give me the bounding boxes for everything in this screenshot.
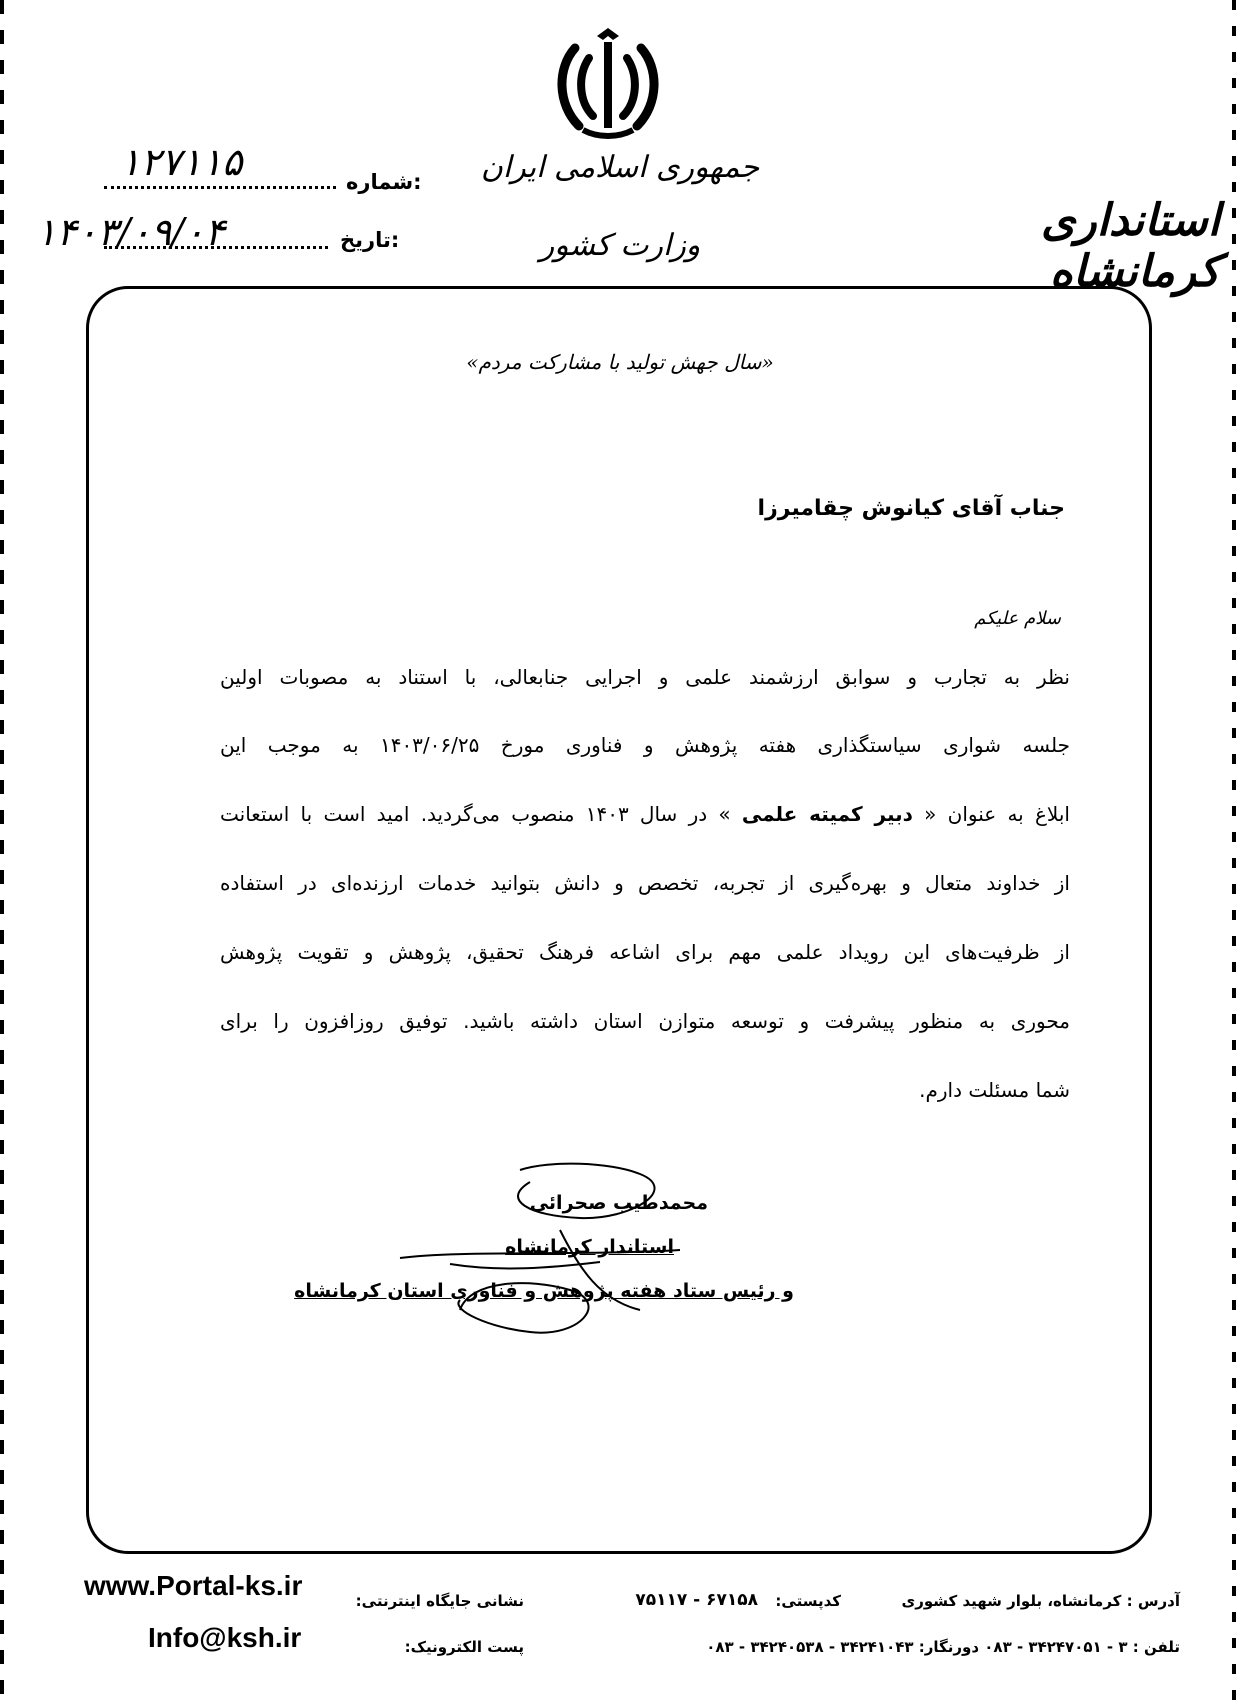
body-line: محوری به منظور پیشرفت و توسعه متوازن استان داشته باشید. توفیق روزافزون را برای <box>220 1009 1070 1033</box>
body-line: از ظرفیت‌های این رویداد علمی مهم برای اشاعه فرهنگ تحقیق، پژوهش و تقویت پژوهش <box>220 940 1070 964</box>
scan-edge-left <box>0 0 4 1705</box>
footer-email[interactable]: Info@ksh.ir <box>148 1622 302 1653</box>
footer-website-label: نشانی جایگاه اینترنتی: <box>355 1592 524 1610</box>
footer-phone: تلفن : ۳ - ۳۴۲۴۷۰۵۱ - ۰۸۳ دورنگار: ۳۴۲۴۱۰۴۳ - ۳۴۲۴۰۵۳۸ - ۰۸۳ <box>706 1638 1180 1656</box>
footer-email-label: پست الکترونیک: <box>404 1638 524 1656</box>
footer-address: آدرس : کرمانشاه، بلوار شهید کشوری <box>901 1592 1180 1610</box>
letter-frame <box>86 286 1152 1554</box>
footer-postal-value: ۶۷۱۵۸ - ۷۵۱۱۷ <box>635 1590 758 1610</box>
body-text: ابلاغ به عنوان « <box>912 802 1070 826</box>
body-line <box>220 802 1070 826</box>
committee-title: دبیر کمیته علمی <box>741 802 913 826</box>
footer-website[interactable]: www.Portal-ks.ir <box>84 1570 303 1601</box>
signer-title: استاندار کرمانشاه <box>505 1236 674 1258</box>
signer-role: و رئیس ستاد هفته پژوهش و فناوری استان کرمانشاه <box>294 1280 794 1302</box>
number-label: شماره: <box>346 170 422 194</box>
date-label: تاریخ: <box>340 228 400 252</box>
body-line: نظر به تجارب و سوابق ارزشمند علمی و اجرایی جنابعالی، با استناد به مصوبات اولین <box>220 665 1070 689</box>
year-slogan: «سال جهش تولید با مشارکت مردم» <box>466 350 774 374</box>
footer-postal-label: کدپستی: <box>775 1592 841 1610</box>
body-text: » در سال ۱۴۰۳ منصوب می‌گردید. امید است با استعانت <box>220 802 742 826</box>
number-dotted-line <box>104 186 336 189</box>
iran-emblem-icon <box>553 28 663 140</box>
body-line: شما مسئلت دارم. <box>919 1078 1070 1102</box>
recipient: جناب آقای کیانوش چقامیرزا <box>757 496 1065 521</box>
greeting: سلام علیکم <box>974 608 1061 629</box>
scan-edge-right <box>1232 0 1236 1705</box>
ministry-heading: وزارت کشور <box>539 228 701 263</box>
body-line: از خداوند متعال و بهره‌گیری از تجربه، تخصص و دانش بتوانید خدمات ارزنده‌ای در استفاده <box>220 871 1070 895</box>
body-line: جلسه شواری سیاستگذاری هفته پژوهش و فناوری مورخ ۱۴۰۳/۰۶/۲۵ به موجب این <box>220 733 1070 757</box>
governorate-heading: استانداری کرمانشاه <box>1040 195 1220 297</box>
signer-name: محمدطیب صحرائی <box>529 1192 708 1214</box>
republic-heading: جمهوری اسلامی ایران <box>480 150 760 185</box>
date-value: ۱۴۰۳/۰۹/۰۴ <box>36 210 225 254</box>
number-value: ۱۲۷۱۱۵ <box>120 140 243 184</box>
